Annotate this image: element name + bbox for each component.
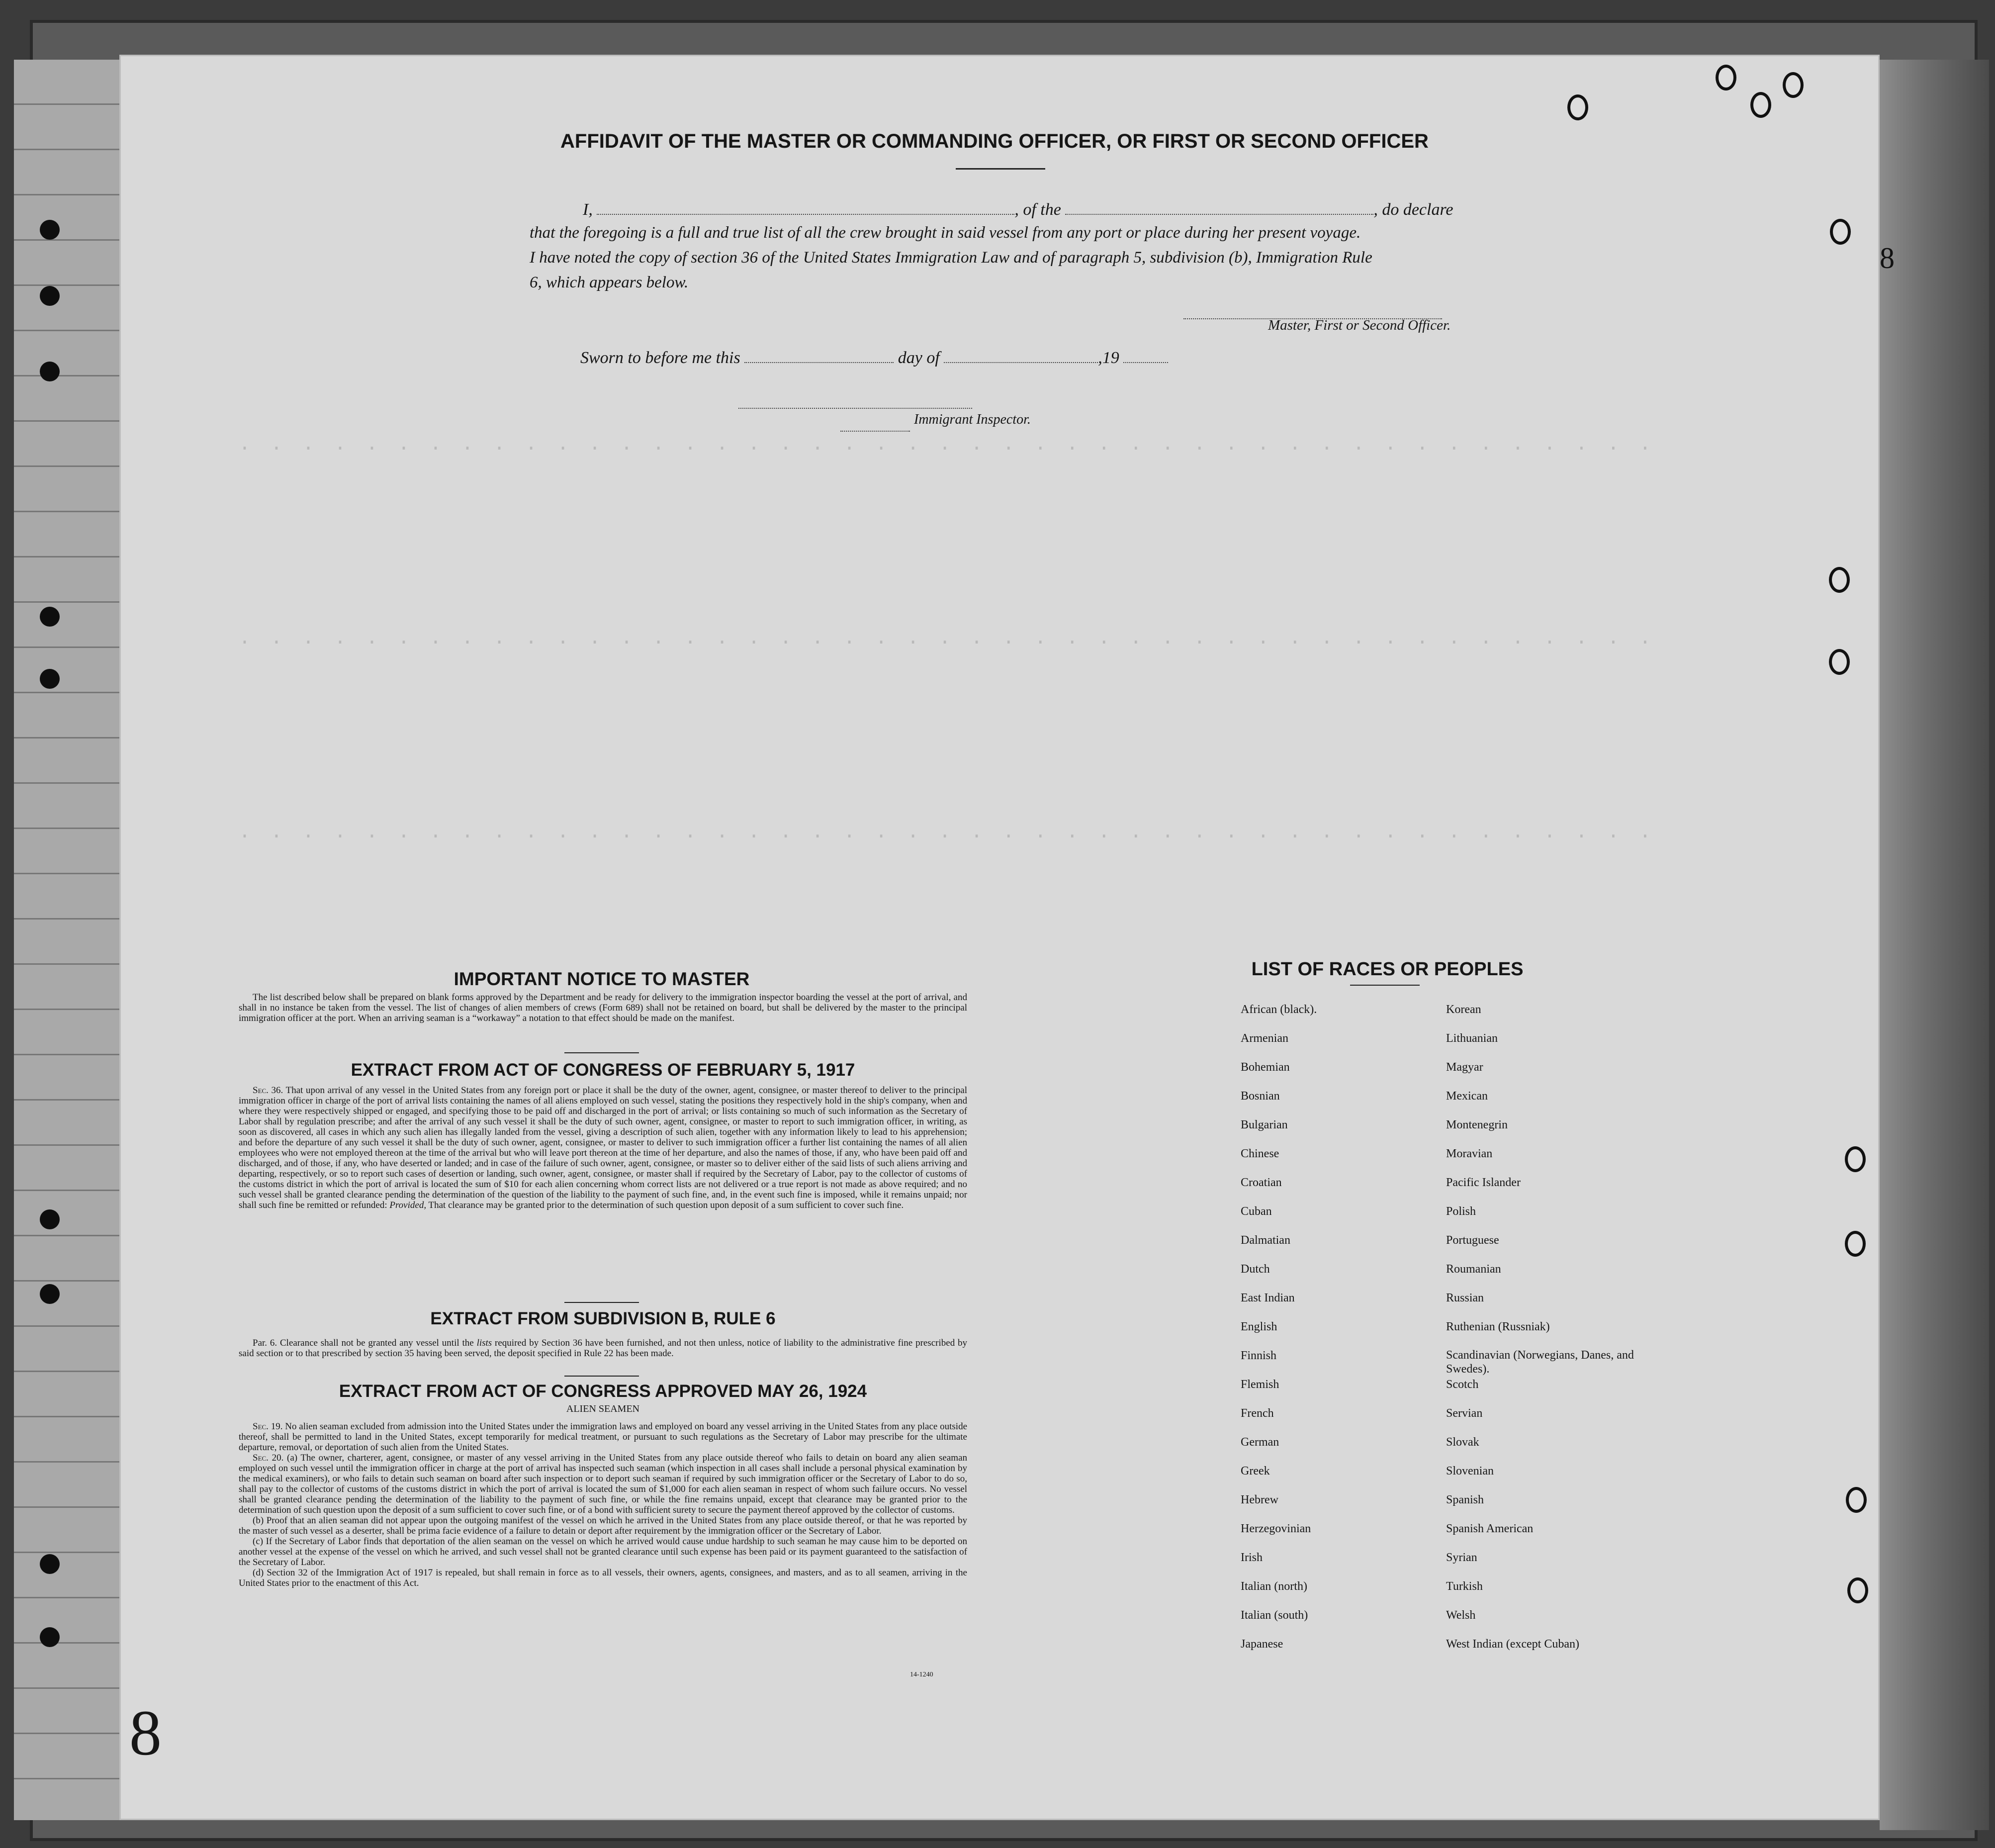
race-item: Russian bbox=[1446, 1292, 1484, 1304]
sec-20c-text: (c) If the Secretary of Labor finds that deportation of the alien seaman on the vessel on which he arrived would cause undue hardship to such seaman he may cause him to be deported on another vessel at the expense of the vessel on which he arrived, and such vessel shall not be granted clearance until such expense has been paid or its payment guaranteed to the satisfaction of the Secretary of Labor. bbox=[239, 1536, 967, 1568]
day-of-text: day of bbox=[898, 349, 940, 367]
inspector-label: Immigrant Inspector. bbox=[914, 412, 1031, 427]
sec-19-text: No alien seaman excluded from admission into the United States under the immigration laws and employed on board any vessel arriving in the United States from any place outside thereof, shall be permitted to land in the United States, except temporarily for medical treatment, or pursuant to such regulations as the Secretary of Labor may prescribe for the ultimate departure, removal, or deportation of such alien from the United States. bbox=[239, 1421, 967, 1453]
binder-ring bbox=[1716, 65, 1736, 91]
punch-hole bbox=[40, 1627, 60, 1647]
sworn-text: Sworn to before me this bbox=[580, 349, 740, 367]
binder-ring bbox=[1567, 94, 1588, 120]
race-item: West Indian (except Cuban) bbox=[1446, 1638, 1579, 1651]
extract-1924-body bbox=[239, 1421, 967, 1588]
binder-ring bbox=[1846, 1487, 1867, 1513]
race-item: Italian (north) bbox=[1241, 1580, 1307, 1593]
notice-body bbox=[239, 992, 967, 1023]
sec-20-label: Sec. 20. bbox=[253, 1453, 284, 1463]
day-blank[interactable] bbox=[744, 347, 894, 363]
race-item: Scandinavian (Norwegians, Danes, and Swedes). bbox=[1446, 1349, 1634, 1376]
binder-ring bbox=[1845, 1146, 1866, 1172]
edge-page-number: 8 bbox=[1880, 242, 1895, 275]
sec-36-label: Sec. 36. bbox=[253, 1085, 283, 1096]
race-item: Pacific Islander bbox=[1446, 1176, 1521, 1189]
race-item: Cuban bbox=[1241, 1205, 1272, 1218]
race-item: Hebrew bbox=[1241, 1493, 1278, 1506]
race-item: Dalmatian bbox=[1241, 1234, 1290, 1247]
month-blank[interactable] bbox=[944, 347, 1098, 363]
punch-hole bbox=[40, 1284, 60, 1304]
inspector-signature-blank[interactable] bbox=[738, 393, 972, 409]
race-item: Armenian bbox=[1241, 1032, 1288, 1045]
race-item: Chinese bbox=[1241, 1147, 1279, 1160]
binder-ring bbox=[1829, 567, 1850, 593]
master-label: Master, First or Second Officer. bbox=[1268, 317, 1451, 333]
race-item: Slovak bbox=[1446, 1436, 1479, 1449]
rule-6-text-a: Clearance shall not be granted any vessel until the bbox=[280, 1338, 474, 1348]
affidavit-line-3: I have noted the copy of section 36 of the United States Immigration Law and of paragraph 5, subdivision (b), Immigration Rule bbox=[530, 249, 1372, 267]
race-item: Montenegrin bbox=[1446, 1118, 1508, 1131]
race-item: German bbox=[1241, 1436, 1279, 1449]
lists-word: lists bbox=[476, 1338, 492, 1348]
year-prefix: ,19 bbox=[1098, 349, 1119, 367]
race-item: Greek bbox=[1241, 1465, 1270, 1478]
extract-1917-body bbox=[239, 1085, 967, 1210]
punch-hole bbox=[40, 1554, 60, 1574]
punch-hole bbox=[40, 362, 60, 381]
race-item: Korean bbox=[1446, 1003, 1481, 1016]
affidavit-declare: , do declare bbox=[1373, 200, 1453, 219]
sec-20d-text: (d) Section 32 of the Immigration Act of 1917 is repealed, but shall remain in force as to all vessels, their owners, agents, consignees, and masters, and as to all seamen, arriving in the United States prior to the enactment of this Act. bbox=[239, 1568, 967, 1588]
inspector-blank-short[interactable] bbox=[840, 416, 910, 432]
sworn-line bbox=[580, 347, 1168, 368]
race-item: Polish bbox=[1446, 1205, 1476, 1218]
race-item: Portuguese bbox=[1446, 1234, 1499, 1247]
rule-6-title: EXTRACT FROM SUBDIVISION B, RULE 6 bbox=[430, 1309, 776, 1328]
extract-1917-title: EXTRACT FROM ACT OF CONGRESS OF FEBRUARY 5, 1917 bbox=[351, 1060, 855, 1080]
races-title-rule bbox=[1350, 985, 1420, 986]
page-number: 8 bbox=[129, 1697, 162, 1769]
section-rule bbox=[564, 1302, 639, 1303]
alien-seamen-subtitle: ALIEN SEAMEN bbox=[566, 1403, 640, 1414]
race-item: Croatian bbox=[1241, 1176, 1282, 1189]
vessel-blank[interactable] bbox=[1065, 199, 1373, 215]
affidavit-of-the: , of the bbox=[1014, 200, 1061, 219]
race-item: Roumanian bbox=[1446, 1263, 1501, 1276]
race-item: Moravian bbox=[1446, 1147, 1493, 1160]
notice-text: The list described below shall be prepared on blank forms approved by the Department and be ready for delivery to the immigration inspector boarding the vessel at the port of arrival, and shall in no instance be taken from the vessel. The list of changes of alien members of crews (Form 689) shall not be retained on board, but shall be delivered by the master to the principal immigration officer at the port. When an arriving seaman is a “workaway” a notation to that effect should be made on the manifest. bbox=[239, 992, 967, 1023]
race-item: Ruthenian (Russniak) bbox=[1446, 1320, 1550, 1333]
race-item: Bohemian bbox=[1241, 1061, 1290, 1074]
par-6-label: Par. 6. bbox=[253, 1338, 277, 1348]
race-item: Spanish American bbox=[1446, 1522, 1534, 1535]
stacked-page-edges bbox=[1880, 60, 1989, 1830]
binder-ring bbox=[1783, 72, 1804, 98]
sec-20a-text: (a) The owner, charterer, agent, consignee, or master of any vessel arriving in the United States from any place outside thereof who fails to detain on board any alien seaman employed on such vessel until the immigration officer in charge at the port of arrival has inspected such seaman (which inspection in all cases shall include a personal physical examination by the medical examiners), or who fails to detain such seaman on board after such inspection or to deport such seaman if required by such immigration officer or the Secretary of Labor to do so, shall pay to the collector of customs of the customs district in which the port of arrival is located the sum of $1,000 for each alien seaman in respect of whom such failure occurs. No vessel shall be granted clearance pending the determination of the liability to the payment of such fine, or while the fine remains unpaid, except that clearance may be granted prior to the determination of such question upon the deposit of a sum sufficient to cover such fine, or of a bond with sufficient surety to secure the payment thereof approved by the collector of customs. bbox=[239, 1453, 968, 1515]
race-item: African (black). bbox=[1241, 1003, 1317, 1016]
race-item: Scotch bbox=[1446, 1378, 1479, 1391]
race-item: East Indian bbox=[1241, 1292, 1295, 1304]
race-item: Welsh bbox=[1446, 1609, 1476, 1622]
punch-hole bbox=[40, 220, 60, 240]
sec-20b-text: (b) Proof that an alien seaman did not appear upon the outgoing manifest of the vessel on which he arrived in the United States from any place outside thereof, or that he was reported by the master of such vessel as a deserter, shall be prima facie evidence of a failure to detain or deport after requirement by the immigration officer or the Secretary of Labor. bbox=[239, 1515, 967, 1536]
binder-ring bbox=[1847, 1577, 1868, 1603]
race-item: Syrian bbox=[1446, 1551, 1477, 1564]
ledger-strip bbox=[14, 60, 121, 1820]
race-item: Flemish bbox=[1241, 1378, 1279, 1391]
races-title: LIST OF RACES OR PEOPLES bbox=[1251, 959, 1524, 980]
title-rule bbox=[956, 168, 1045, 170]
race-item: Servian bbox=[1446, 1407, 1483, 1420]
race-item: Slovenian bbox=[1446, 1465, 1494, 1478]
binder-ring bbox=[1845, 1231, 1866, 1257]
punch-hole bbox=[40, 286, 60, 306]
binder-ring bbox=[1830, 219, 1851, 245]
race-item: Irish bbox=[1241, 1551, 1263, 1564]
rule-6-text-b: required by Section 36 have been furnished, and not then unless, notice of liability to the administrative fine prescribed by said section or to that prescribed by section 35 having been served, the deposit specified in Rule 22 has been made. bbox=[239, 1338, 968, 1359]
punch-hole bbox=[40, 669, 60, 689]
race-item: Bosnian bbox=[1241, 1090, 1280, 1103]
race-item: Turkish bbox=[1446, 1580, 1483, 1593]
race-item: English bbox=[1241, 1320, 1277, 1333]
affidavit-title: AFFIDAVIT OF THE MASTER OR COMMANDING OFFICER, OR FIRST OR SECOND OFFICER bbox=[560, 130, 1429, 152]
sec-36-text-end: That clearance may be granted prior to the determination of such question upon deposit of a sum sufficient to cover such fine. bbox=[428, 1200, 904, 1210]
extract-1924-title: EXTRACT FROM ACT OF CONGRESS APPROVED MAY 26, 1924 bbox=[339, 1382, 867, 1401]
race-item: Bulgarian bbox=[1241, 1118, 1288, 1131]
race-item: Spanish bbox=[1446, 1493, 1484, 1506]
race-item: Japanese bbox=[1241, 1638, 1283, 1651]
binder-ring bbox=[1750, 92, 1771, 118]
rule-6-body bbox=[239, 1338, 967, 1359]
affidavit-line-1 bbox=[583, 199, 1453, 219]
form-number: 14-1240 bbox=[910, 1671, 933, 1678]
race-item: French bbox=[1241, 1407, 1274, 1420]
year-blank[interactable] bbox=[1123, 347, 1168, 363]
punch-hole bbox=[40, 1209, 60, 1229]
sec-19-label: Sec. 19. bbox=[253, 1421, 283, 1432]
affidavit-line-4: 6, which appears below. bbox=[530, 274, 689, 291]
affidavit-i: I, bbox=[583, 200, 593, 219]
binder-ring bbox=[1829, 649, 1850, 675]
race-item: Mexican bbox=[1446, 1090, 1488, 1103]
name-blank[interactable] bbox=[597, 199, 1014, 215]
notice-title: IMPORTANT NOTICE TO MASTER bbox=[453, 969, 750, 989]
race-item: Italian (south) bbox=[1241, 1609, 1308, 1622]
race-item: Dutch bbox=[1241, 1263, 1270, 1276]
race-item: Finnish bbox=[1241, 1349, 1277, 1362]
race-item: Lithuanian bbox=[1446, 1032, 1498, 1045]
race-item: Magyar bbox=[1446, 1061, 1483, 1074]
sec-36-text: That upon arrival of any vessel in the United States from any foreign port or place it shall be the duty of the owner, agent, consignee, or master thereof to deliver to the principal immigration officer in charge of the port of arrival lists containing the names of all aliens employed on such vessel, stating the positions they respectively hold in the ship's company, when and where they were respectively shipped or engaged, and specifying those to be paid off and discharged in the port of arrival; or lists containing so much of such information as the Secretary of Labor shall by regulation prescribe; and after the arrival of any such vessel it shall be the duty of such owner, agent, consignee, or master to report to such immigration officer, in writing, as soon as discovered, all cases in which any such alien has illegally landed from the vessel, giving a description of such alien, together with any information likely to lead to his apprehension; and before the departure of any such vessel it shall be the duty of such owner, agent, consignee, or master to deliver to such immigration officer a further list containing the names of all alien employees who were not employed thereon at the time of the arrival but who will leave port thereon at the time of her departure, and also the names of those, if any, who have been paid off and discharged, and of those, if any, who have deserted or landed; and in case of the failure of such owner, agent, consignee, or master so to deliver either of the said lists of such aliens arriving and departing, respectively, or so to report such cases of desertion or landing, such owner, agent, consignee, or master shall if required by the Secretary of Labor, pay to the collector of customs of the customs district in which the port of arrival is located the sum of $10 for each alien concerning whom correct lists are not delivered or a true report is not made as above required; and no such vessel shall be granted clearance pending the determination of the question of the liability to the payment of such fine, and, in the event such fine is imposed, while it remains unpaid; nor shall such fine be remitted or refunded: bbox=[239, 1085, 967, 1210]
form-page: · · · · · · · · · · · · · · · · · · · · · · · · · · · · · · · · · · · · · · · · · · · · · · · · · · · · · · · · · · · · · · · · · · · · · · · · · · · · · · · · · · · · · · · · · · · · · · · · · · · · · · · · · · · · · · · · · · · · · · · · · · · · · · · · · · · · · · · AFFIDAVIT OF THE MASTER OR COMMANDING OFFICER, OR FIRST OR SECOND OFFICER I, , of the , do declare that the foregoing is a full and true list of all the crew brought in said vessel from any port or place during her present voyage. I have noted the copy of section 36 of the United States Immigration Law and of paragraph 5, subdivision (b), Immigration Rule 6, which appears below. Master, First or Second Officer. Sworn to before me this day of ,19 Immigrant Inspector. IMPORTANT NOTICE TO MASTER The list described below shall be prepared on blank forms approved by the Department and be ready for delivery to the immigration inspector boarding the vessel at the port of arrival, and shall in no instance be taken from the vessel. The list of changes of alien members of crews (Form 689) shall not be retained on board, but shall be delivered by the master to the principal immigration officer at the port. When an arriving seaman is a “workaway” a notation to that effect should be made on the manifest. EXTRACT FROM ACT OF CONGRESS OF FEBRUARY 5, 1917 Sec. 36. That upon arrival of any vessel in the United States from any foreign port or place it shall be the duty of the owner, agent, consignee, or master thereof to deliver to the principal immigration officer in charge of the port of arrival lists containing the names of all aliens employed on such vessel, stating the positions they respectively hold in the ship's company, when and where they were respectively shipped or engaged, and specifying those to be paid off and discharged in the port of arrival; or lists containing so much of such information as the Secretary of Labor shall by regulation prescribe; and after the arrival of any such vessel it shall be the duty of such owner, agent, consignee, or master to report to such immigration officer, in writing, as soon as discovered, all cases in which any such alien has illegally landed from the vessel, giving a description of such alien, together with any information likely to lead to his apprehension; and before the departure of any such vessel it shall be the duty of such owner, agent, consignee, or master to deliver to such immigration officer a further list containing the names of all alien employees who were not employed thereon at the time of the arrival but who will leave port thereon at the time of her departure, and also the names of those, if any, who have been paid off and discharged, and of those, if any, who have deserted or landed; and in case of the failure of such owner, agent, consignee, or master so to deliver either of the said lists of such aliens arriving and departing, respectively, or so to report such cases of desertion or landing, such owner, agent, consignee, or master shall if required by the Secretary of Labor, pay to the collector of customs of the customs district in which the port of arrival is located the sum of $10 for each alien concerning whom correct lists are not delivered or a true report is not made as above required; and no such vessel shall be granted clearance pending the determination of the question of the liability to the payment of such fine, and, in the event such fine is imposed, while it remains unpaid; nor shall such fine be remitted or refunded: Provided, That clearance may be granted prior to the determination of such question upon deposit of a sum sufficient to cover such fine. EXTRACT FROM SUBDIVISION B, RULE 6 Par. 6. Clearance shall not be granted any vessel until the lists required by Section 36 have been furnished, and not then unless, notice of liability to the administrative fine prescribed by said section or to that prescribed by section 35 having been served, the deposit specified in Rule 22 has been made. EXTRACT FROM ACT OF CONGRESS APPROVED MAY 26, 1924 ALIEN SEAMEN Sec. 19. No alien seaman excluded from admission into the United States under the immigration laws and employed on board any vessel arriving in the United States from any place outside thereof, shall be permitted to land in the United States, except temporarily for medical treatment, or pursuant to such regulations as the Secretary of Labor may prescribe for the ultimate departure, removal, or deportation of such alien from the United States. Sec. 20. (a) The owner, charterer, agent, consignee, or master of any vessel arriving in the United States from any place outside thereof who fails to detain on board any alien seaman employed on such vessel until the immigration officer in charge at the port of arrival has inspected such seaman (which inspection in all cases shall include a personal physical examination by the medical examiners), or who fails to detain such seaman on board after such inspection or to deport such seaman if required by such immigration officer or the Secretary of Labor to do so, shall pay to the collector of customs of the customs district in which the port of arrival is located the sum of $1,000 for each alien seaman in respect of whom such failure occurs. No vessel shall be granted clearance pending the determination of the liability to the payment of such fine, or while the fine remains unpaid, except that clearance may be granted prior to the determination of such question upon the deposit of a sum sufficient to cover such fine, or of a bond with sufficient surety to secure the payment thereof approved by the collector of customs. (b) Proof that an alien seaman did not appear upon the outgoing manifest of the vessel on which he arrived in the United States from any place outside thereof, or that he was reported by the master of such vessel as a deserter, shall be prima facie evidence of a failure to detain or deport after requirement by the immigration officer or the Secretary of Labor. (c) If the Secretary of Labor finds that deportation of the alien seaman on the vessel on which he arrived would cause undue hardship to such seaman he may cause him to be deported on another vessel at the expense of the vessel on which he arrived, and such vessel shall not be granted clearance until such expense has been paid or its payment guaranteed to the satisfaction of the Secretary of Labor. (d) Section 32 of the Immigration Act of 1917 is repealed, but shall remain in force as to all vessels, their owners, agents, consignees, and masters, and as to all seamen, arriving in the United States prior to the enactment of this Act. 14-1240 LIST OF RACES OR PEOPLES African (black). Armenian Bohemian Bosnian Bulgarian Chinese Croatian Cuban Dalmatian Dutch East Indian English Finnish Flemish French German Greek Hebrew Herzegovinian Irish Italian (north) Italian (south) Japanese Korean Lithuanian Magyar Mexican Montenegrin Moravian Pacific Islander Polish Portuguese Roumanian Russian Ruthenian (Russniak) Scandinavian (Norwegians, Danes, and Swedes). Scotch Servian Slovak Slovenian Spanish Spanish American Syrian Turkish Welsh West Indian (except Cuban) 8 bbox=[119, 55, 1880, 1820]
section-rule bbox=[564, 1052, 639, 1053]
race-item: Herzegovinian bbox=[1241, 1522, 1311, 1535]
affidavit-line-2: that the foregoing is a full and true list of all the crew brought in said vessel from any port or place during her present voyage. bbox=[530, 224, 1361, 242]
punch-hole bbox=[40, 607, 60, 627]
section-rule bbox=[564, 1376, 639, 1377]
provided-word: Provided, bbox=[389, 1200, 427, 1210]
